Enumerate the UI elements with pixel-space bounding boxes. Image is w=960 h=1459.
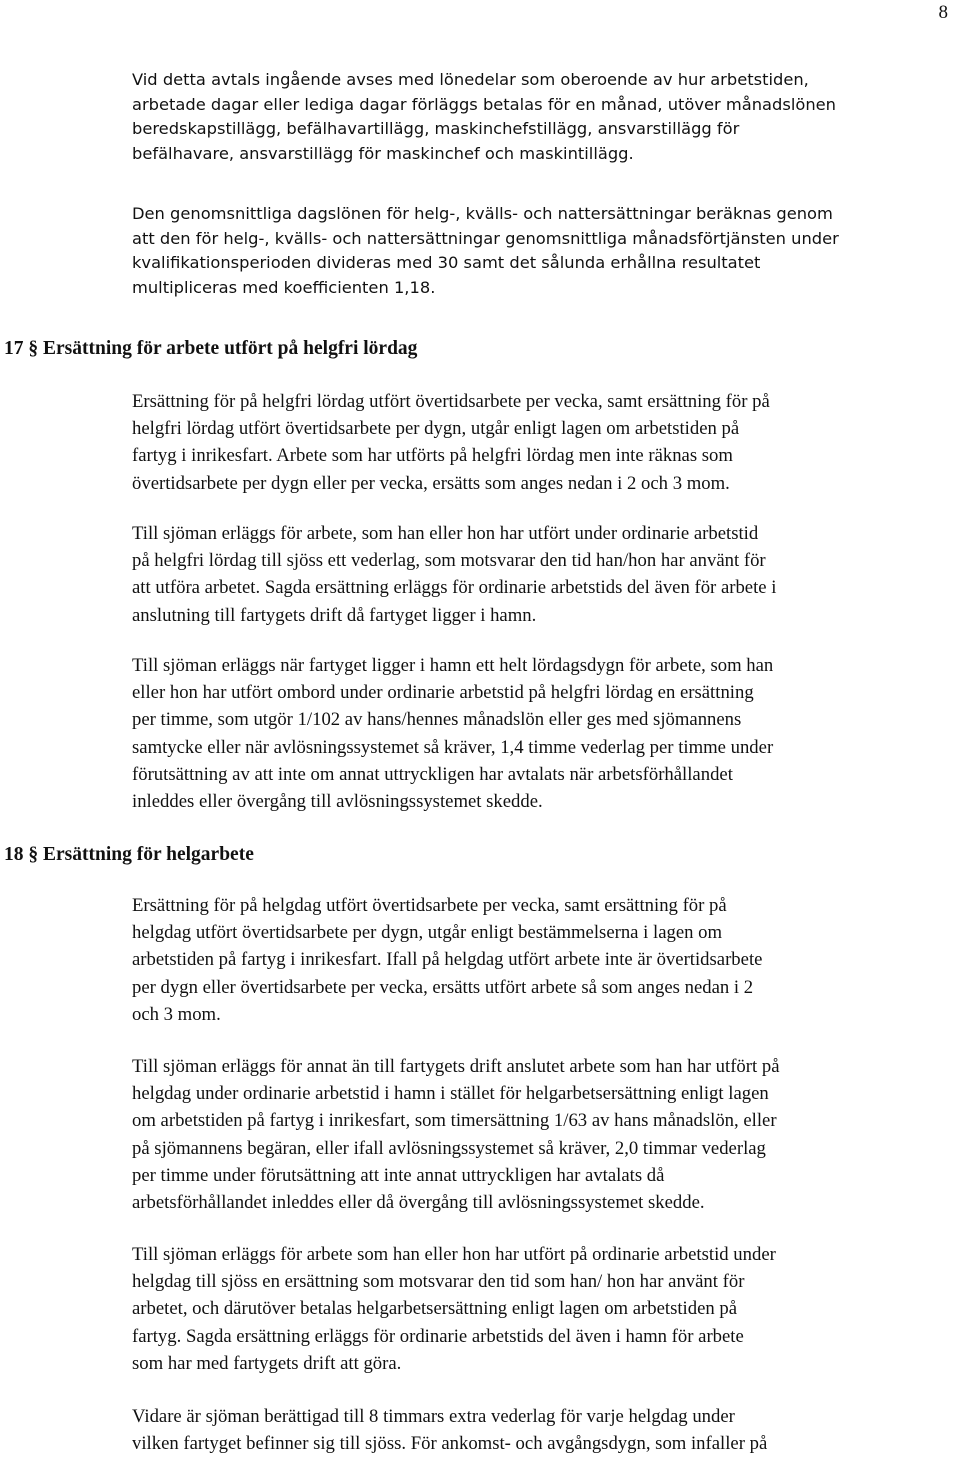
text-line: Vidare är sjöman berättigad till 8 timmars extra vederlag för varje helgdag under bbox=[132, 1406, 735, 1427]
section-heading-17: 17 § Ersättning för arbete utfört på helgfri lördag bbox=[4, 338, 418, 359]
text-line: om arbetstiden på fartyg i inrikesfart, som timersättning 1/63 av hans månadslön, eller bbox=[132, 1110, 777, 1132]
text-line: helgdag under ordinarie arbetstid i hamn i stället för helgarbetsersättning enligt lagen bbox=[132, 1083, 769, 1105]
text-line: Den genomsnittliga dagslönen för helg-, kvälls- och nattersättningar beräknas genom bbox=[132, 204, 833, 223]
section-18-paragraph-4 bbox=[132, 1403, 767, 1457]
text-line: på sjömannens begäran, eller ifall avlösningssystemet så kräver, 2,0 timmar vederlag bbox=[132, 1137, 766, 1159]
text-line: Till sjöman erläggs för arbete som han eller hon har utfört på ordinarie arbetstid under bbox=[132, 1244, 776, 1265]
text-line: samtycke eller när avlösningssystemet så kräver, 1,4 timme vederlag per timme under bbox=[132, 736, 774, 758]
text-line: Ersättning för på helgdag utfört övertidsarbete per vecka, samt ersättning för på bbox=[132, 895, 727, 916]
section-18-paragraph-2 bbox=[132, 1053, 780, 1216]
text-line: inleddes eller övergång till avlösningssystemet skedde. bbox=[132, 791, 543, 813]
text-line: beredskapstillägg, befälhavartillägg, maskinchefstillägg, ansvarstillägg för bbox=[132, 119, 740, 139]
text-line: eller hon har utfört ombord under ordinarie arbetstid på helgfri lördag en ersättning bbox=[132, 682, 754, 704]
text-line: att utföra arbetet. Sagda ersättning erläggs för ordinarie arbetstids del även för arbete i bbox=[132, 577, 777, 599]
text-line: Vid detta avtals ingående avses med lönedelar som oberoende av hur arbetstiden, bbox=[132, 70, 809, 89]
text-line: Till sjöman erläggs när fartyget ligger i hamn ett helt lördagsdygn för arbete, som han bbox=[132, 655, 774, 676]
text-line: per timme, som utgör 1/102 av hans/hennes månadslön eller ges med sjömannens bbox=[132, 709, 742, 731]
text-line: helgdag utfört övertidsarbete per dygn, utgår enligt bestämmelserna i lagen om bbox=[132, 922, 723, 944]
page-number: 8 bbox=[938, 2, 948, 23]
text-line: fartyg i inrikesfart. Arbete som har utförts på helgfri lördag men inte räknas som bbox=[132, 445, 733, 467]
text-line: att den för helg-, kvälls- och nattersättningar genomsnittliga månadsförtjänsten under bbox=[132, 228, 839, 248]
text-line: Till sjöman erläggs för annat än till fartygets drift anslutet arbete som han har utfört på bbox=[132, 1056, 780, 1077]
text-line: helgdag till sjöss en ersättning som motsvarar den tid som han/ hon har använt för bbox=[132, 1271, 745, 1293]
section-17-paragraph-1 bbox=[132, 388, 770, 497]
paragraph-lonedelar bbox=[132, 68, 836, 167]
text-line: Ersättning för på helgfri lördag utfört övertidsarbete per vecka, samt ersättning för på bbox=[132, 391, 770, 412]
text-line: på helgfri lördag till sjöss ett vederlag, som motsvarar den tid han/hon har använt för bbox=[132, 550, 766, 572]
section-17-paragraph-2 bbox=[132, 520, 776, 629]
text-line: som har med fartygets drift att göra. bbox=[132, 1352, 402, 1374]
text-line: anslutning till fartygets drift då fartyget ligger i hamn. bbox=[132, 604, 537, 626]
text-line: kvalifikationsperioden divideras med 30 samt det sålunda erhållna resultatet bbox=[132, 253, 761, 273]
text-line: helgfri lördag utfört övertidsarbete per dygn, utgår enligt lagen om arbetstiden på bbox=[132, 418, 740, 440]
section-heading-18: 18 § Ersättning för helgarbete bbox=[4, 844, 254, 865]
text-line: arbetsförhållandet inleddes eller då övergång till avlösningssystemet skedde. bbox=[132, 1192, 705, 1214]
text-line: arbetstiden på fartyg i inrikesfart. Ifall på helgdag utfört arbete inte är övertidsarbete bbox=[132, 949, 763, 971]
text-line: per timme under förutsättning att inte annat uttryckligen har avtalats då bbox=[132, 1164, 665, 1186]
section-18-paragraph-3 bbox=[132, 1241, 776, 1377]
text-line: förutsättning av att inte om annat uttryckligen har avtalats när arbetsförhållandet bbox=[132, 763, 733, 785]
paragraph-dagslon bbox=[132, 202, 839, 301]
section-18-paragraph-1 bbox=[132, 892, 762, 1028]
text-line: Till sjöman erläggs för arbete, som han eller hon har utfört under ordinarie arbetstid bbox=[132, 523, 759, 544]
text-line: multipliceras med koefficienten 1,18. bbox=[132, 278, 436, 298]
section-17-paragraph-3 bbox=[132, 652, 773, 815]
text-line: fartyg. Sagda ersättning erläggs för ordinarie arbetstids del även i hamn för arbete bbox=[132, 1325, 744, 1347]
text-line: arbetade dagar eller lediga dagar förläggs betalas för en månad, utöver månadslönen bbox=[132, 94, 836, 114]
text-line: per dygn eller övertidsarbete per vecka, ersätts utfört arbete så som anges nedan i 2 bbox=[132, 976, 754, 998]
text-line: övertidsarbete per dygn eller per vecka, ersätts som anges nedan i 2 och 3 mom. bbox=[132, 472, 730, 494]
text-line: vilken fartyget befinner sig till sjöss. För ankomst- och avgångsdygn, som infaller på bbox=[132, 1433, 768, 1455]
text-line: befälhavare, ansvarstillägg för maskinchef och maskintillägg. bbox=[132, 144, 634, 164]
text-line: arbetet, och därutöver betalas helgarbetsersättning enligt lagen om arbetstiden på bbox=[132, 1298, 738, 1320]
text-line: och 3 mom. bbox=[132, 1003, 221, 1025]
